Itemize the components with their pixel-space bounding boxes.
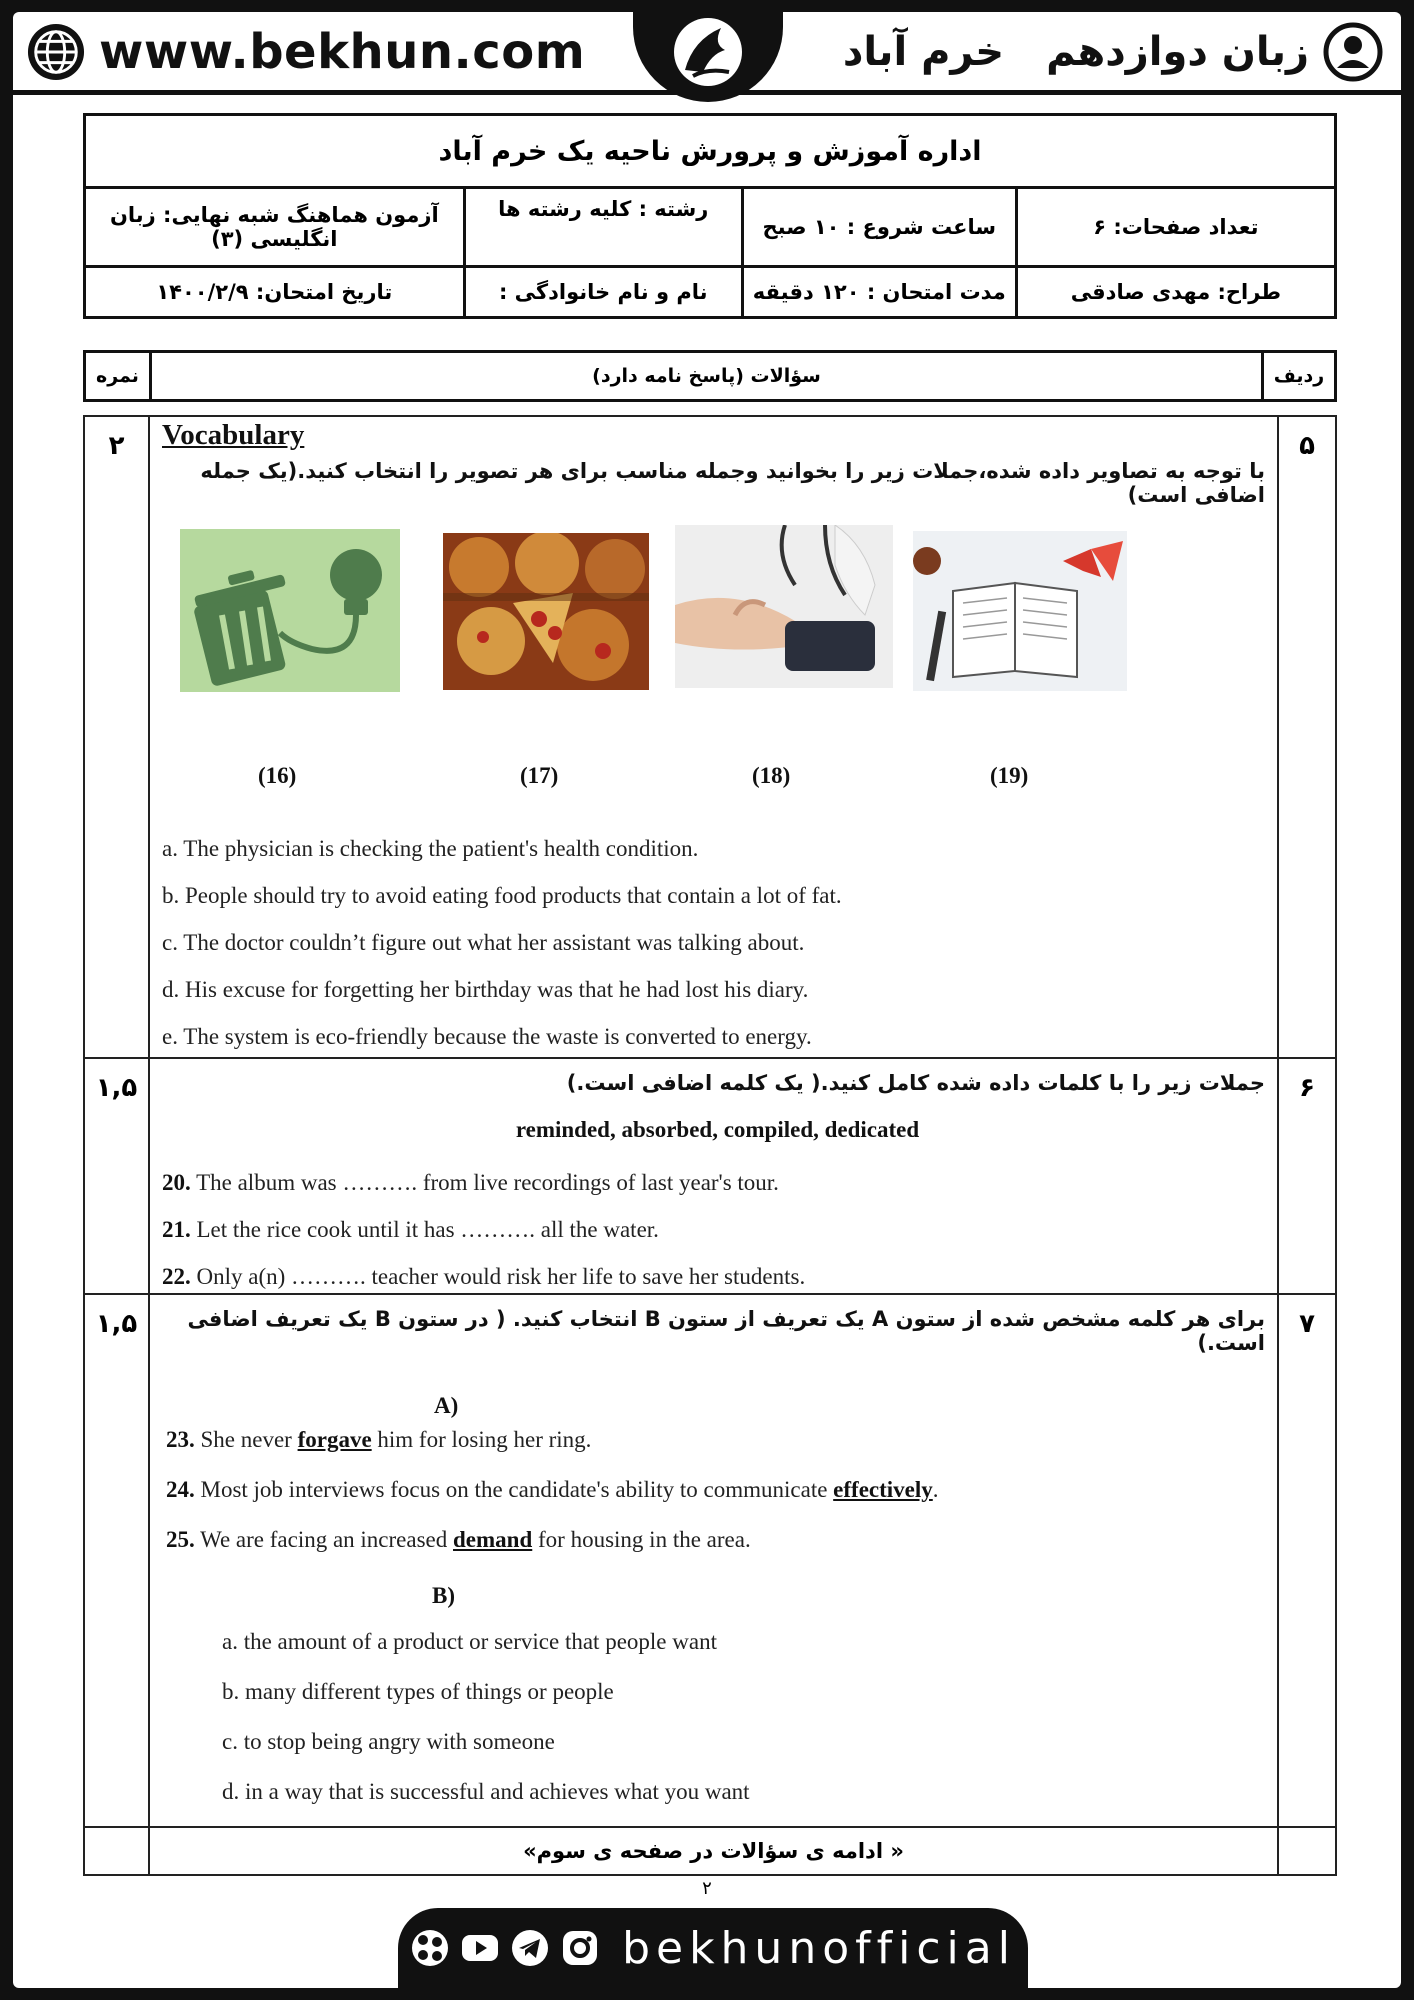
exam-title: آزمون هماهنگ شبه نهایی: زبان انگلیسی (۳) (85, 188, 465, 267)
column-b-definitions (222, 1617, 750, 1817)
continuation-row (84, 1827, 1336, 1875)
designer: طراح: مهدی صادقی (1016, 267, 1335, 318)
item-number: 24. (166, 1477, 195, 1502)
column-a-items (166, 1415, 939, 1565)
word-bank: reminded, absorbed, compiled, dedicated (515, 1117, 920, 1142)
picture-label: (19) (990, 763, 1029, 788)
list-item: d. His excuse for forgetting her birthday was that he had lost his diary. (162, 977, 809, 1002)
question-number: ۶ (1278, 1058, 1336, 1294)
item-text: Most job interviews focus on the candidate's ability to communicate (200, 1477, 834, 1502)
question-instruction: برای هر کلمه مشخص شده از ستون A یک تعریف از ستون B انتخاب کنید. ( در ستون B یک تعریف اضافی است.) (187, 1307, 1265, 1355)
diary-image (913, 531, 1127, 691)
question-row (84, 1294, 1336, 1827)
questions-header (83, 350, 1337, 402)
item-number: 23. (166, 1427, 195, 1452)
header-title: زبان دوازدهم (1046, 29, 1309, 75)
item-text: The album was ………. from live recordings of last year's tour. (196, 1170, 779, 1195)
page-number: ۲ (702, 1878, 712, 1899)
user-circle-icon (1323, 22, 1383, 82)
bekhun-logo (633, 0, 783, 102)
list-item: b. many different types of things or people (222, 1679, 614, 1704)
student-name-field[interactable]: نام و نام خانوادگی : (464, 267, 742, 318)
question-instruction: با توجه به تصاویر داده شده،جملات زیر را بخوانید وجمله مناسب برای هر تصویر را انتخاب کنید.(یک جمله اضافی است) (200, 459, 1265, 507)
answer-options (162, 825, 842, 1060)
question-score: ۲ (84, 416, 149, 1058)
continue-note: « ادامه ی سؤالات در صفحه ی سوم» (149, 1827, 1278, 1875)
question-body (149, 1294, 1278, 1827)
question-score: ۱,۵ (84, 1058, 149, 1294)
exam-date: تاریخ امتحان: ۱۴۰۰/۲/۹ (85, 267, 465, 318)
instagram-icon[interactable] (560, 1928, 600, 1968)
item-number: 21. (162, 1217, 191, 1242)
target-word: demand (453, 1527, 533, 1552)
questions-table (83, 415, 1337, 1876)
list-item (162, 1206, 805, 1253)
list-item (166, 1465, 939, 1515)
fill-in-items (162, 1159, 805, 1300)
score-header: نمره (85, 352, 151, 401)
list-item: d. in a way that is successful and achieves what you want (222, 1779, 750, 1804)
picture-label: (18) (752, 763, 791, 788)
question-row (84, 1058, 1336, 1294)
exam-page (13, 12, 1401, 1988)
youtube-icon[interactable] (460, 1928, 500, 1968)
item-number: 25. (166, 1527, 195, 1552)
field-info: رشته : کلیه رشته ها (464, 188, 742, 267)
column-b-label: B) (432, 1583, 455, 1608)
exam-info-table (83, 113, 1337, 319)
list-item: b. People should try to avoid eating food products that contain a lot of fat. (162, 883, 842, 908)
list-item: a. the amount of a product or service that people want (222, 1629, 717, 1654)
list-item (162, 1253, 805, 1300)
waste-energy-image (180, 529, 400, 692)
list-item: e. The system is eco-friendly because the waste is converted to energy. (162, 1024, 812, 1049)
section-title: Vocabulary (162, 419, 305, 451)
fast-food-image (443, 533, 649, 690)
item-text: She never (200, 1427, 298, 1452)
blood-pressure-image (675, 525, 893, 688)
empty-cell (84, 1827, 149, 1875)
header-banner (13, 12, 1401, 95)
target-word: effectively (833, 1477, 933, 1502)
item-text: for housing in the area. (532, 1527, 751, 1552)
list-item (162, 1159, 805, 1206)
question-score: ۱,۵ (84, 1294, 149, 1827)
picture-label: (16) (258, 763, 297, 788)
social-footer (398, 1908, 1028, 1988)
question-instruction: جملات زیر را با کلمات داده شده کامل کنید.( یک کلمه اضافی است.) (566, 1071, 1265, 1095)
list-item: c. The doctor couldn’t figure out what her assistant was talking about. (162, 930, 805, 955)
website-block[interactable] (27, 22, 585, 82)
empty-cell (1278, 1827, 1336, 1875)
question-number: ۷ (1278, 1294, 1336, 1827)
target-word: forgave (297, 1427, 372, 1452)
page-count: تعداد صفحات: ۶ (1016, 188, 1335, 267)
item-number: 22. (162, 1264, 191, 1289)
question-body (149, 416, 1278, 1058)
item-text: We are facing an increased (200, 1527, 454, 1552)
aparat-icon[interactable] (410, 1928, 450, 1968)
row-header: ردیف (1263, 352, 1336, 401)
question-body (149, 1058, 1278, 1294)
list-item: c. to stop being angry with someone (222, 1729, 555, 1754)
item-text: Only a(n) ………. teacher would risk her life to save her students. (196, 1264, 806, 1289)
picture-label: (17) (520, 763, 559, 788)
exam-duration: مدت امتحان : ۱۲۰ دقیقه (742, 267, 1016, 318)
questions-label: سؤالات (پاسخ نامه دارد) (151, 352, 1263, 401)
telegram-icon[interactable] (510, 1928, 550, 1968)
social-handle[interactable]: bekhunofficial (622, 1922, 1016, 1974)
office-title: اداره آموزش و پرورش ناحیه یک خرم آباد (85, 115, 1336, 188)
item-text: . (932, 1477, 939, 1502)
header-city: خرم آباد (842, 29, 1005, 75)
globe-icon (27, 23, 85, 81)
item-number: 20. (162, 1170, 191, 1195)
header-title-block (843, 24, 1383, 80)
start-time: ساعت شروع : ۱۰ صبح (742, 188, 1016, 267)
website-url[interactable]: www.bekhun.com (99, 24, 586, 80)
item-text: him for losing her ring. (371, 1427, 592, 1452)
picture-row (180, 525, 1130, 695)
question-number: ۵ (1278, 416, 1336, 1058)
item-text: Let the rice cook until it has ………. all the water. (196, 1217, 659, 1242)
list-item (166, 1515, 939, 1565)
question-row (84, 416, 1336, 1058)
column-a-label: A) (434, 1393, 459, 1418)
list-item: a. The physician is checking the patient's health condition. (162, 836, 699, 861)
list-item (166, 1415, 939, 1465)
